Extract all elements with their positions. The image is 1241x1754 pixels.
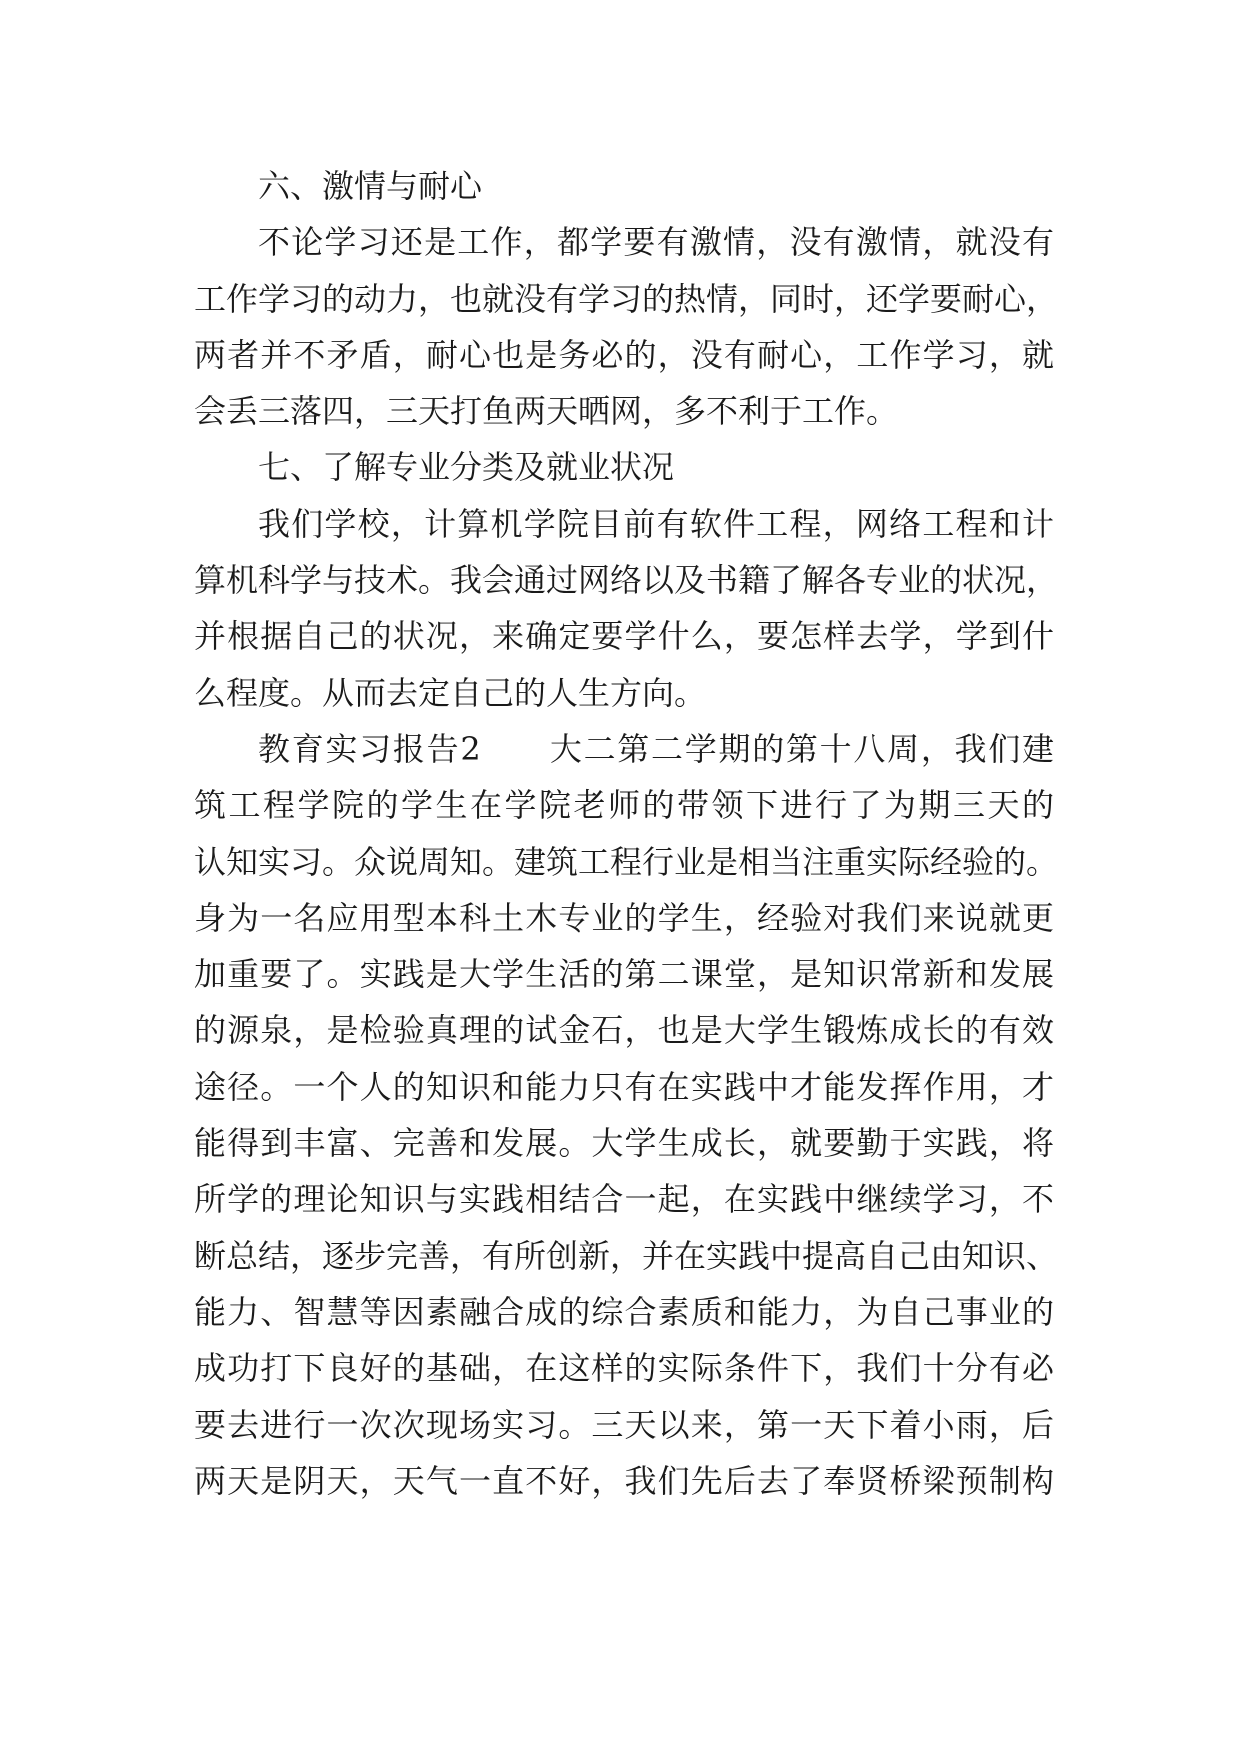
paragraph-line: 的源泉，是检验真理的试金石，也是大学生锻炼成长的有效 [194, 1011, 1054, 1050]
paragraph-line: 教育实习报告2 大二第二学期的第十八周，我们建 [258, 729, 1054, 768]
paragraph-line: 两者并不矛盾，耐心也是务必的，没有耐心，工作学习，就 [194, 335, 1054, 374]
document-body [194, 158, 1059, 1509]
paragraph-line: 能力、智慧等因素融合成的综合素质和能力，为自己事业的 [194, 1292, 1054, 1331]
paragraph-line: 么程度。从而去定自己的人生方向。 [194, 673, 707, 712]
paragraph-line: 认知实习。众说周知。建筑工程行业是相当注重实际经验的。 [194, 842, 1059, 881]
paragraph-line: 并根据自己的状况，来确定要学什么，要怎样去学，学到什 [194, 617, 1054, 656]
paragraph-line: 成功打下良好的基础，在这样的实际条件下，我们十分有必 [194, 1349, 1054, 1388]
paragraph-line: 身为一名应用型本科土木专业的学生，经验对我们来说就更 [194, 898, 1054, 937]
paragraph-line: 加重要了。实践是大学生活的第二课堂，是知识常新和发展 [194, 955, 1054, 994]
paragraph-line: 筑工程学院的学生在学院老师的带领下进行了为期三天的 [194, 786, 1054, 825]
paragraph-line: 我们学校，计算机学院目前有软件工程，网络工程和计 [258, 504, 1054, 543]
paragraph-line: 断总结，逐步完善，有所创新，并在实践中提高自己由知识、 [194, 1236, 1059, 1275]
paragraph-line: 途径。一个人的知识和能力只有在实践中才能发挥作用，才 [194, 1067, 1054, 1106]
paragraph-line: 能得到丰富、完善和发展。大学生成长，就要勤于实践，将 [194, 1124, 1054, 1163]
section-heading: 七、了解专业分类及就业状况 [258, 448, 675, 487]
paragraph-line: 所学的理论知识与实践相结合一起，在实践中继续学习，不 [194, 1180, 1054, 1219]
paragraph-line: 算机科学与技术。我会通过网络以及书籍了解各专业的状况， [194, 561, 1059, 600]
paragraph-line: 会丢三落四，三天打鱼两天晒网，多不利于工作。 [194, 392, 899, 431]
paragraph-line: 要去进行一次次现场实习。三天以来，第一天下着小雨，后 [194, 1405, 1054, 1444]
paragraph-line: 工作学习的动力，也就没有学习的热情，同时，还学要耐心， [194, 279, 1059, 318]
section-heading: 六、激情与耐心 [258, 167, 483, 205]
paragraph-line: 两天是阴天，天气一直不好，我们先后去了奉贤桥梁预制构 [194, 1461, 1054, 1500]
paragraph-line: 不论学习还是工作，都学要有激情，没有激情，就没有 [258, 223, 1054, 262]
